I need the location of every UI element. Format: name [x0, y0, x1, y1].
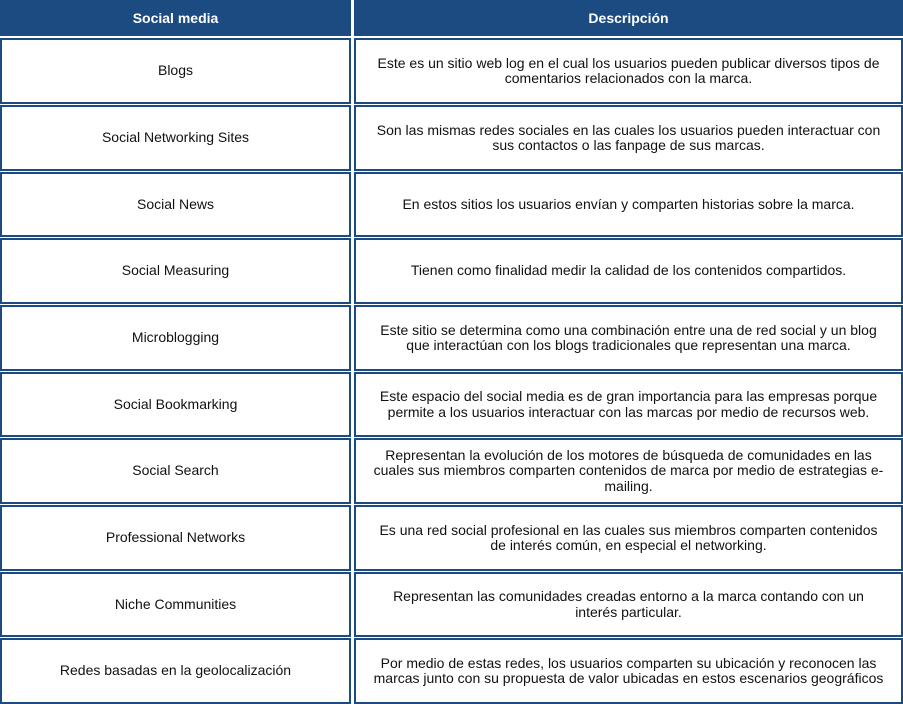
social-media-name-cell — [0, 105, 351, 171]
table-row — [0, 172, 903, 237]
social-media-name: Social Bookmarking — [113, 395, 238, 412]
description-cell — [354, 105, 903, 171]
description-text: Este espacio del social media es de gran importancia para las empresas porque permite a los usuarios interactuar con las marcas por medio de recursos web. — [379, 388, 878, 420]
social-media-name-cell — [0, 305, 351, 371]
description-text: Representan las comunidades creadas entorno a la marca contando con un interés particular. — [393, 588, 864, 620]
table-row — [0, 238, 903, 304]
table-row — [0, 305, 903, 371]
description-cell — [354, 305, 903, 371]
table-row — [0, 105, 903, 171]
description-cell — [354, 572, 903, 637]
description-text: Por medio de estas redes, los usuarios comparten su ubicación y reconocen las marcas junto con su propuesta de valor ubicadas en estos escenarios geográficos — [373, 654, 884, 686]
social-media-name: Social News — [136, 195, 215, 212]
description-cell — [354, 38, 903, 104]
table-row — [0, 638, 903, 704]
description-text: Representan la evolución de los motores de búsqueda de comunidades en las cuales sus miembros comparten contenidos de marca por medio de estrategias e-mailing. — [373, 446, 884, 494]
header-description — [354, 0, 903, 36]
social-media-name-cell — [0, 38, 351, 104]
table-row — [0, 38, 903, 104]
social-media-name: Social Networking Sites — [101, 129, 250, 146]
description-cell — [354, 238, 903, 304]
social-media-name-cell — [0, 572, 351, 637]
social-media-name: Professional Networks — [105, 529, 246, 546]
social-media-name: Social Measuring — [121, 262, 230, 279]
table-row — [0, 372, 903, 437]
header-social-media — [0, 0, 351, 36]
social-media-name-cell — [0, 438, 351, 504]
table-row — [0, 505, 903, 571]
description-text: Este es un sitio web log en el cual los usuarios pueden publicar diversos tipos de comentarios relacionados con la marca. — [377, 54, 880, 86]
description-text: Este sitio se determina como una combinación entre una de red social y un blog que interactúan con los blogs tradicionales que representan una marca. — [380, 321, 877, 353]
social-media-name-cell — [0, 638, 351, 704]
table-row — [0, 438, 903, 504]
social-media-name: Redes basadas en la geolocalización — [59, 662, 292, 679]
description-cell — [354, 172, 903, 237]
table-header-row — [0, 0, 903, 36]
description-cell — [354, 505, 903, 571]
social-media-name: Microblogging — [131, 329, 220, 346]
description-cell — [354, 638, 903, 704]
table-row — [0, 572, 903, 637]
description-cell — [354, 438, 903, 504]
social-media-name-cell — [0, 238, 351, 304]
header-description-label: Descripción — [588, 10, 669, 26]
description-text: En estos sitios los usuarios envían y comparten historias sobre la marca. — [402, 195, 855, 212]
description-text: Es una red social profesional en las cuales sus miembros comparten contenidos de interés común, en especial el networking. — [379, 521, 878, 553]
social-media-name: Social Search — [132, 462, 219, 479]
social-media-name-cell — [0, 505, 351, 571]
description-text: Son las mismas redes sociales en las cuales los usuarios pueden interactuar con sus contactos o las fanpage de sus marcas. — [376, 121, 881, 153]
social-media-name-cell — [0, 372, 351, 437]
description-cell — [354, 372, 903, 437]
header-social-media-label: Social media — [132, 10, 219, 26]
social-media-name: Niche Communities — [114, 595, 237, 612]
description-text: Tienen como finalidad medir la calidad de los contenidos compartidos. — [410, 262, 847, 279]
social-media-name: Blogs — [157, 62, 194, 79]
social-media-name-cell — [0, 172, 351, 237]
